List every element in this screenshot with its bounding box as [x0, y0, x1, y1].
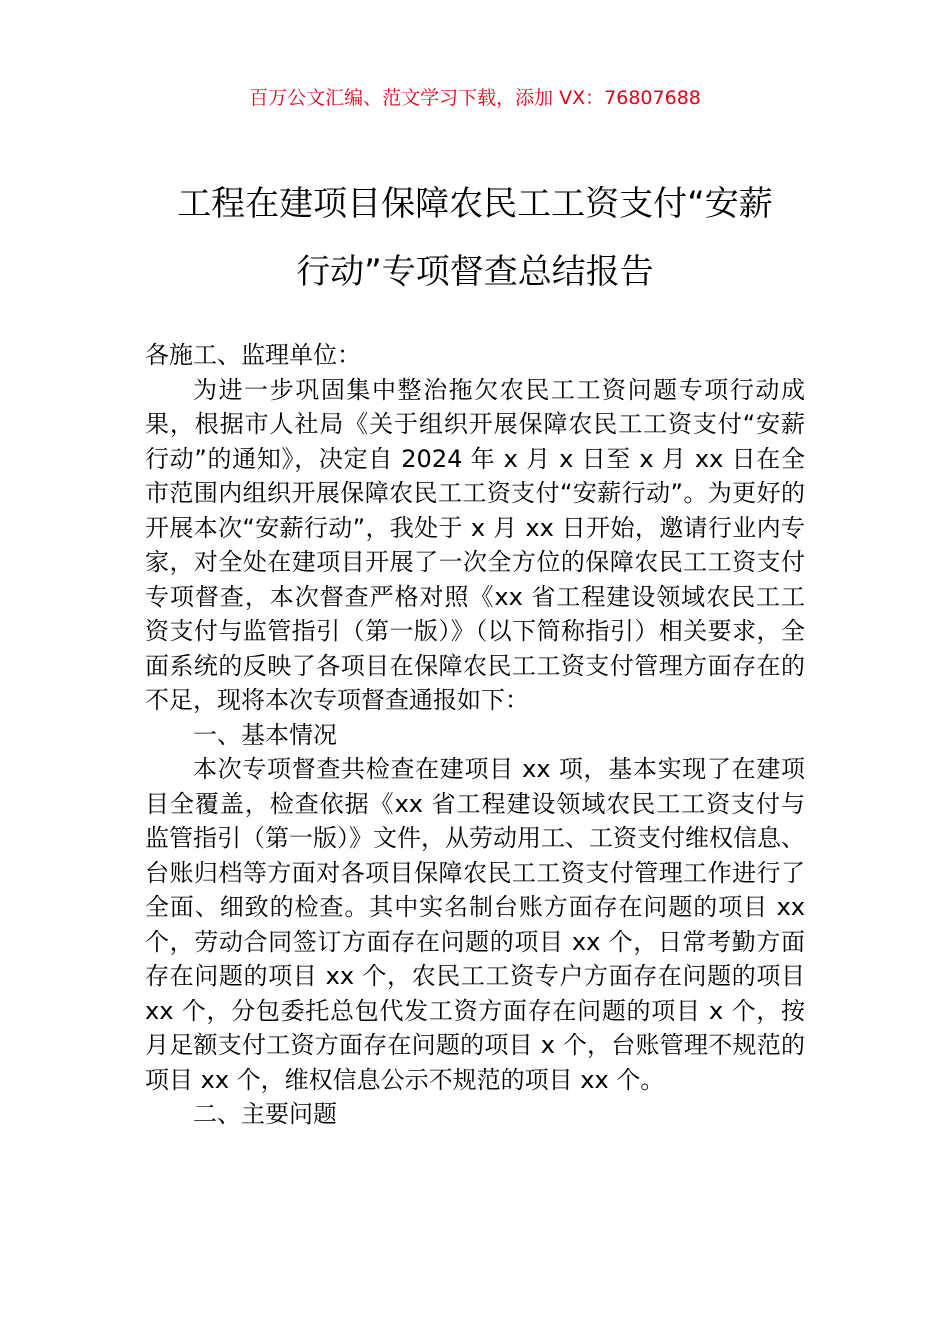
- paragraph-intro: 为进一步巩固集中整治拖欠农民工工资问题专项行动成果，根据市人社局《关于组织开展保障农民工工资支付“安薪行动”的通知》，决定自 2024 年 x 月 x 日至 x 月 xx 日在全市范围内组织开展保障农民工工资支付“安薪行动”。为更好的开展本次“安薪行动”，我处于 x 月 xx 日开始，邀请行业内专家，对全处在建项目开展了一次全方位的保障农民工工资支付专项督查，本次督查严格对照《xx 省工程建设领域农民工工资支付与监管指引（第一版）》（以下简称指引）相关要求，全面系统的反映了各项目在保障农民工工资支付管理方面存在的不足，现将本次专项督查通报如下：: [145, 375, 805, 714]
- section-heading-basic-situation: 一、基本情况: [193, 720, 337, 749]
- title-line-2: 行动”专项督查总结报告: [296, 252, 654, 292]
- salutation: 各施工、监理单位：: [145, 341, 361, 369]
- section-heading-main-problems: 二、主要问题: [193, 1100, 337, 1128]
- paragraph-basic-situation: 本次专项督查共检查在建项目 xx 项，基本实现了在建项目全覆盖，检查依据《xx 省工程建设领域农民工工资支付与监管指引（第一版）》文件，从劳动用工、工资支付维权信息、台账归档等方面对各项目保障农民工工资支付管理工作进行了全面、细致的检查。其中实名制台账方面存在问题的项目 xx 个，劳动合同签订方面存在问题的项目 xx 个，日常考勤方面存在问题的项目 xx 个，农民工工资专户方面存在问题的项目 xx 个，分包委托总包代发工资方面存在问题的项目 x 个，按月足额支付工资方面存在问题的项目 x 个，台账管理不规范的项目 xx 个，维权信息公示不规范的项目 xx 个。: [145, 755, 805, 1094]
- document-title: [145, 170, 805, 306]
- title-line-1: 工程在建项目保障农民工工资支付“安薪: [177, 184, 773, 224]
- header-note: 百万公文汇编、范文学习下载，添加 VX：76807688: [249, 87, 701, 109]
- document-body: [145, 338, 805, 1132]
